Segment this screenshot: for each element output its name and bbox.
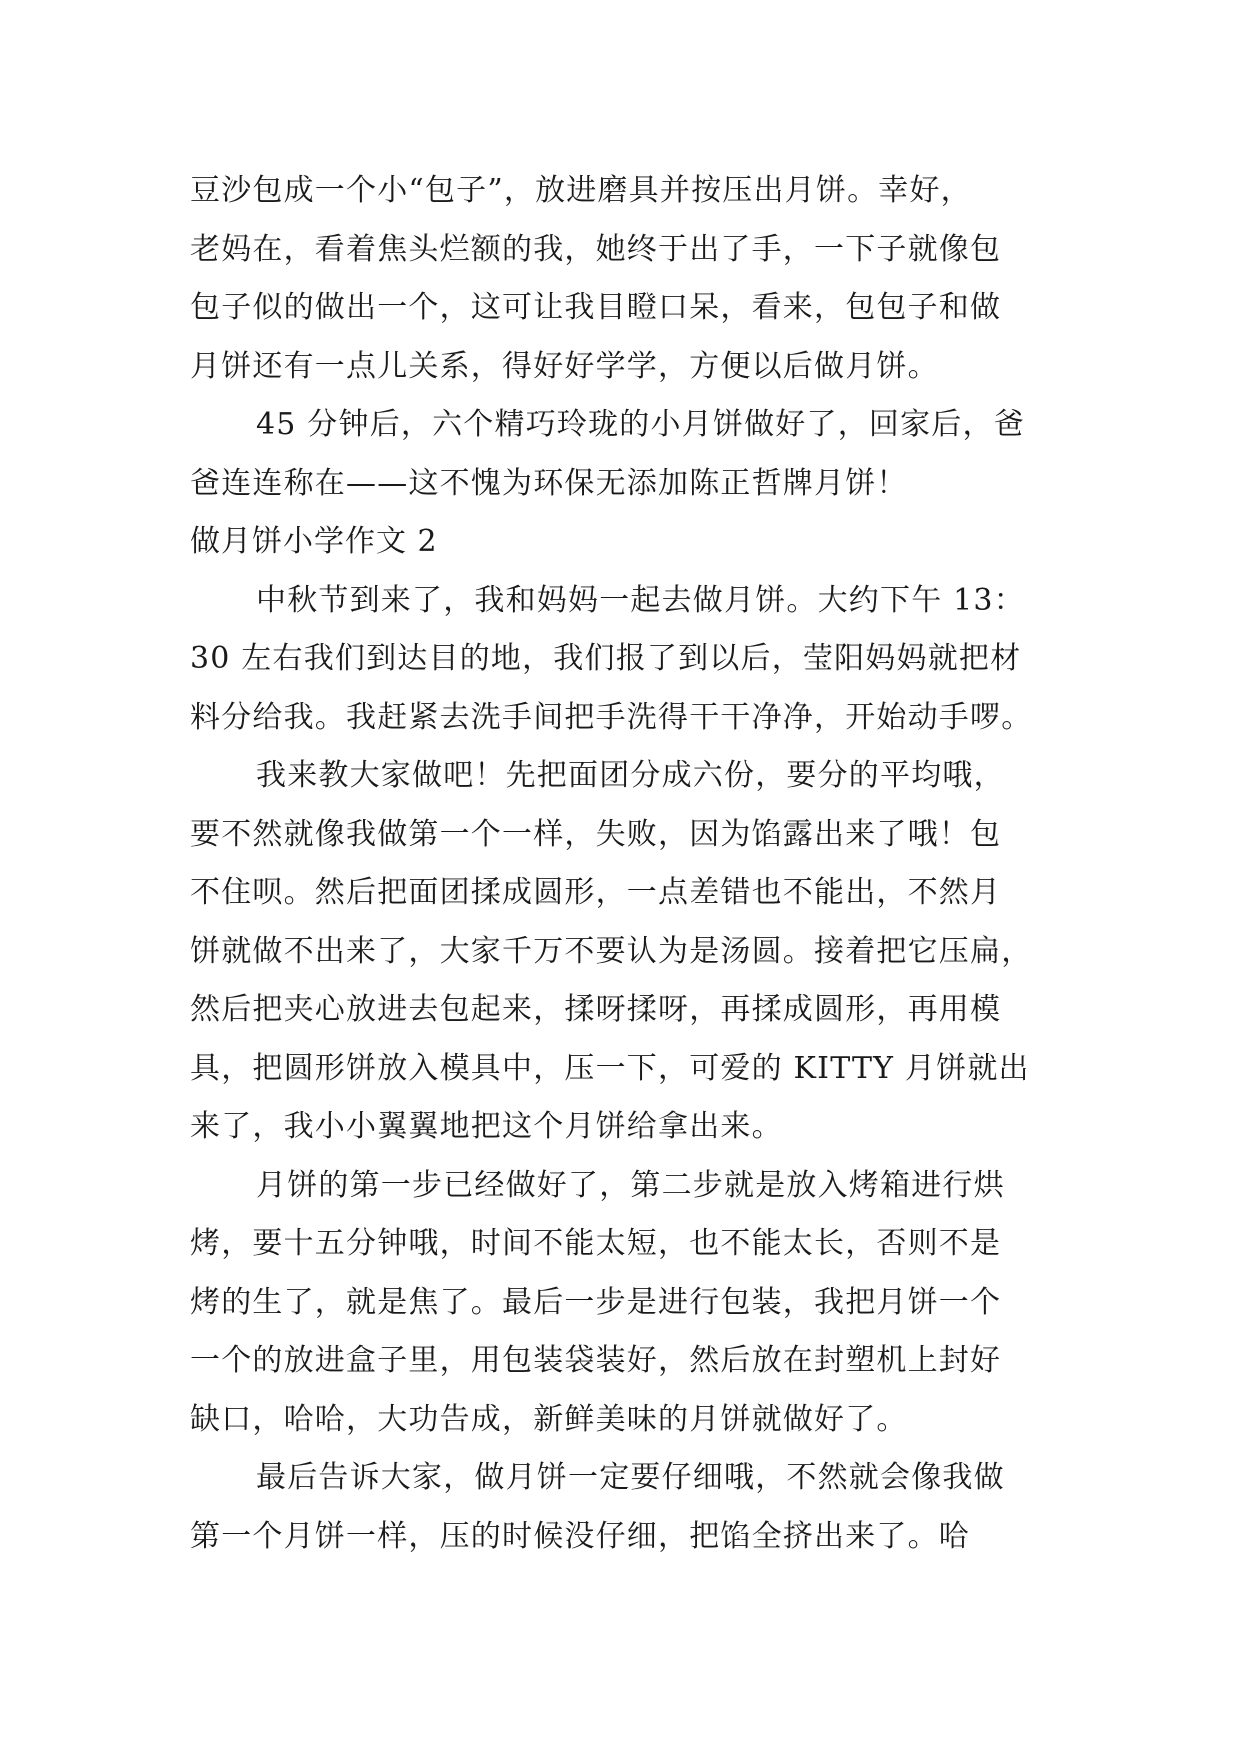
- text-line: 烤的生了，就是焦了。最后一步是进行包装，我把月饼一个: [190, 1284, 1002, 1320]
- text-line: 中秋节到来了，我和妈妈一起去做月饼。大约下午 13：: [256, 582, 1025, 618]
- paragraph: [190, 1449, 1060, 1566]
- text-line: 最后告诉大家，做月饼一定要仔细哦，不然就会像我做: [256, 1460, 1005, 1495]
- text-line: 料分给我。我赶紧去洗手间把手洗得干干净净，开始动手啰。: [190, 699, 1033, 735]
- text-line: 然后把夹心放进去包起来，揉呀揉呀，再揉成圆形，再用模: [190, 992, 1002, 1027]
- heading-text: 做月饼小学作文 2: [190, 524, 438, 559]
- text-line: 不住呗。然后把面团揉成圆形，一点差错也不能出，不然月: [190, 875, 1002, 910]
- text-line: 45 分钟后，六个精巧玲珑的小月饼做好了，回家后，爸: [256, 407, 1025, 442]
- paragraph: [190, 1157, 1060, 1450]
- text-line: 一个的放进盒子里，用包装袋装好，然后放在封塑机上封好: [190, 1343, 1002, 1378]
- text-line: 缺口，哈哈，大功告成，新鲜美味的月饼就做好了。: [190, 1401, 908, 1437]
- text-line: 饼就做不出来了，大家千万不要认为是汤圆。接着把它压扁，: [190, 933, 1033, 969]
- text-line: 要不然就像我做第一个一样，失败，因为馅露出来了哦！包: [190, 816, 1002, 852]
- document-body: [190, 162, 1060, 1566]
- text-line: 爸连连称在——这不愧为环保无添加陈正哲牌月饼！: [190, 465, 908, 501]
- text-line: 包子似的做出一个，这可让我目瞪口呆，看来，包包子和做: [190, 290, 1002, 325]
- paragraph: [190, 162, 1060, 396]
- text-line: 老妈在，看着焦头烂额的我，她终于出了手，一下子就像包: [190, 231, 1002, 267]
- paragraph: [190, 572, 1060, 748]
- section-heading: [190, 513, 1060, 572]
- paragraph: [190, 747, 1060, 1157]
- text-line: 月饼的第一步已经做好了，第二步就是放入烤箱进行烘: [256, 1167, 1005, 1203]
- text-line: 我来教大家做吧！先把面团分成六份，要分的平均哦，: [256, 758, 1005, 793]
- text-line: 月饼还有一点儿关系，得好好学学，方便以后做月饼。: [190, 348, 939, 384]
- text-line: 具，把圆形饼放入模具中，压一下，可爱的 KITTY 月饼就出: [190, 1050, 1030, 1086]
- text-line: 烤，要十五分钟哦，时间不能太短，也不能太长，否则不是: [190, 1226, 1002, 1261]
- text-line: 来了，我小小翼翼地把这个月饼给拿出来。: [190, 1109, 783, 1144]
- text-line: 30 左右我们到达目的地，我们报了到以后，莹阳妈妈就把材: [190, 641, 1022, 676]
- text-line: 豆沙包成一个小“包子”，放进磨具并按压出月饼。幸好，: [190, 173, 972, 208]
- text-line: 第一个月饼一样，压的时候没仔细，把馅全挤出来了。哈: [190, 1518, 970, 1554]
- paragraph: [190, 396, 1060, 513]
